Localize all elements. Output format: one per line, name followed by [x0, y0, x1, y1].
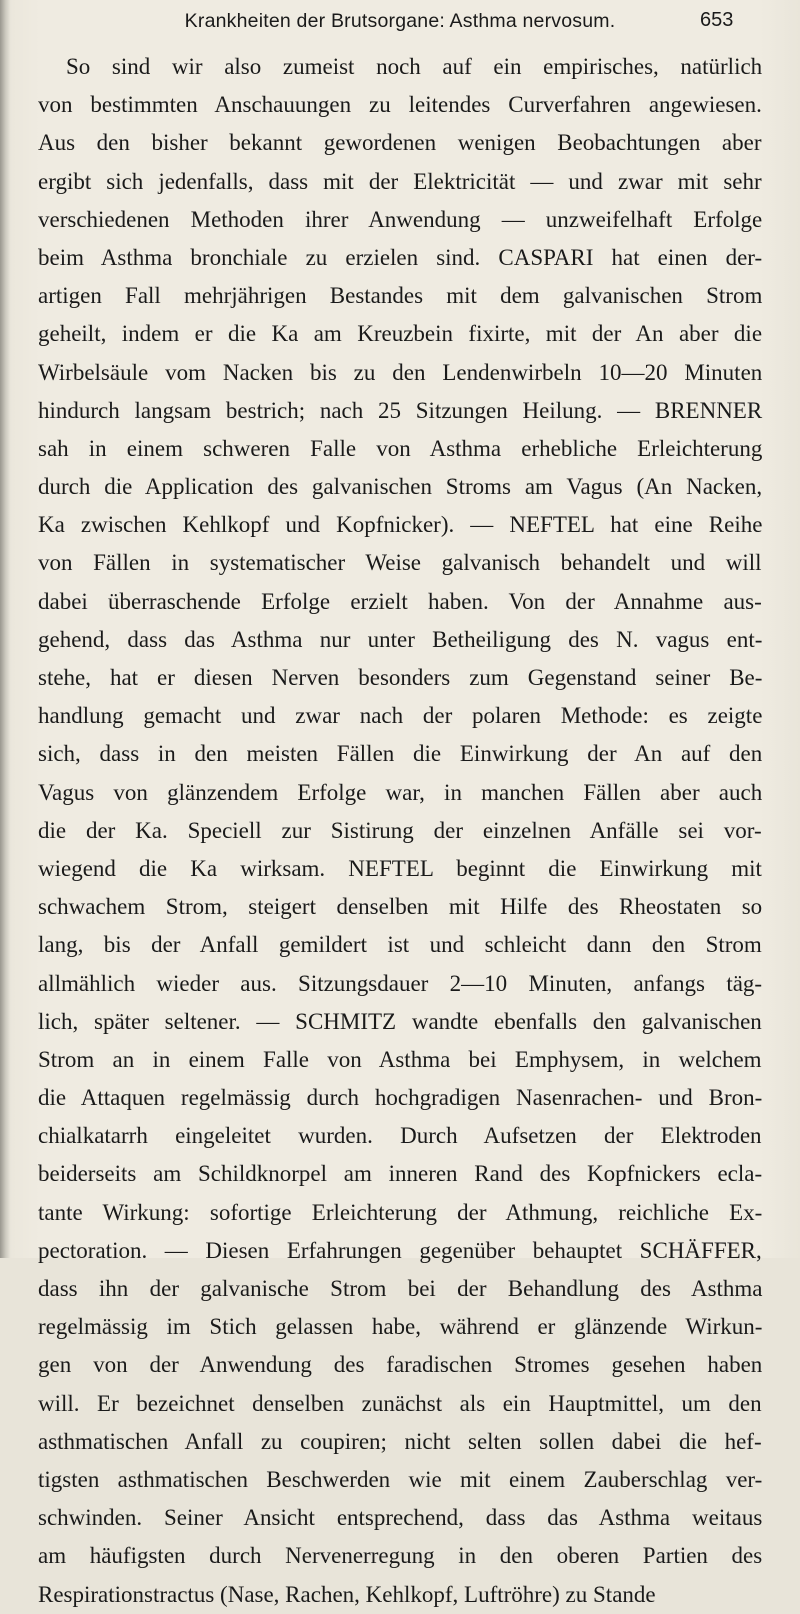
text-line: lich, später seltener. — SCHMITZ wandte ebenfalls den galvanischen	[38, 1008, 762, 1034]
page-number: 653	[700, 9, 734, 31]
text-line: wiegend die Ka wirksam. NEFTEL beginnt die Einwirkung mit	[38, 855, 762, 881]
text-line: chialkatarrh eingeleitet wurden. Durch Aufsetzen der Elektroden	[38, 1123, 762, 1149]
text-line: asthmatischen Anfall zu coupiren; nicht selten sollen dabei die hef-	[38, 1428, 762, 1454]
text-line: artigen Fall mehrjährigen Bestandes mit dem galvanischen Strom	[38, 283, 763, 309]
text-line: Strom an in einem Falle von Asthma bei Emphysem, in welchem	[38, 1046, 762, 1072]
text-line: schwinden. Seiner Ansicht entsprechend, dass das Asthma weitaus	[38, 1505, 763, 1531]
text-line: die der Ka. Speciell zur Sistirung der einzelnen Anfälle sei vor-	[38, 817, 762, 843]
text-line: gehend, dass das Asthma nur unter Betheiligung des N. vagus ent-	[38, 626, 763, 652]
text-line: sah in einem schweren Falle von Asthma erhebliche Erleichterung	[38, 435, 763, 461]
text-line: tante Wirkung: sofortige Erleichterung der Athmung, reichliche Ex-	[38, 1199, 763, 1225]
text-line: hindurch langsam bestrich; nach 25 Sitzungen Heilung. — BRENNER	[38, 397, 763, 423]
text-line: die Attaquen regelmässig durch hochgradigen Nasenrachen- und Bron-	[38, 1085, 763, 1111]
text-line: So sind wir also zumeist noch auf ein empirisches, natürlich	[66, 54, 763, 79]
text-line: regelmässig im Stich gelassen habe, während er glänzende Wirkun-	[38, 1314, 763, 1340]
text-line: am häufigsten durch Nervenerregung in den oberen Partien des	[38, 1543, 763, 1569]
text-line: allmählich wieder aus. Sitzungsdauer 2—10 Minuten, anfangs täg-	[38, 970, 763, 996]
text-line: ergibt sich jedenfalls, dass mit der Elektricität — und zwar mit sehr	[38, 168, 762, 194]
text-line: pectoration. — Diesen Erfahrungen gegenüber behauptet SCHÄFFER,	[38, 1237, 762, 1263]
text-line: stehe, hat er diesen Nerven besonders zum Gegenstand seiner Be-	[38, 665, 763, 690]
text-line: beiderseits am Schildknorpel am inneren Rand des Kopfnickers ecla-	[38, 1161, 763, 1187]
text-line: beim Asthma bronchiale zu erzielen sind. CASPARI hat einen der-	[38, 244, 763, 270]
text-line: durch die Application des galvanischen Stroms am Vagus (An Nacken,	[38, 474, 763, 500]
text-line: dabei überraschende Erfolge erzielt haben. Von der Annahme aus-	[38, 588, 762, 614]
text-line: von bestimmten Anschauungen zu leitendes Curverfahren angewiesen.	[38, 92, 762, 118]
text-line: Aus den bisher bekannt gewordenen wenigen Beobachtungen aber	[38, 130, 762, 156]
page-binding-shadow	[0, 0, 10, 1258]
text-line: verschiedenen Methoden ihrer Anwendung — unzweifelhaft Erfolge	[38, 206, 763, 232]
text-line: Respirationstractus (Nase, Rachen, Kehlkopf, Luftröhre) zu Stande	[38, 1581, 656, 1607]
text-line: dass ihn der galvanische Strom bei der Behandlung des Asthma	[38, 1276, 763, 1301]
text-line: Ka zwischen Kehlkopf und Kopfnicker). — NEFTEL hat eine Reihe	[38, 512, 763, 538]
running-header: Krankheiten der Brutsorgane: Asthma nervosum.	[184, 10, 616, 32]
text-line: von Fällen in systematischer Weise galvanisch behandelt und will	[38, 550, 762, 576]
text-line: Wirbelsäule vom Nacken bis zu den Lendenwirbeln 10—20 Minuten	[38, 359, 763, 385]
text-line: will. Er bezeichnet denselben zunächst als ein Hauptmittel, um den	[38, 1390, 762, 1416]
text-line: geheilt, indem er die Ka am Kreuzbein fixirte, mit der An aber die	[38, 321, 763, 347]
text-line: handlung gemacht und zwar nach der polaren Methode: es zeigte	[38, 703, 763, 729]
text-line: tigsten asthmatischen Beschwerden wie mit einem Zauberschlag ver-	[38, 1466, 763, 1492]
text-line: lang, bis der Anfall gemildert ist und schleicht dann den Strom	[38, 932, 762, 958]
text-line: gen von der Anwendung des faradischen Stromes gesehen haben	[38, 1352, 763, 1378]
text-line: Vagus von glänzendem Erfolge war, in manchen Fällen aber auch	[38, 779, 763, 805]
body-paragraph	[38, 48, 800, 1614]
text-line: schwachem Strom, steigert denselben mit Hilfe des Rheostaten so	[38, 894, 763, 920]
text-line: sich, dass in den meisten Fällen die Einwirkung der An auf den	[38, 741, 763, 767]
